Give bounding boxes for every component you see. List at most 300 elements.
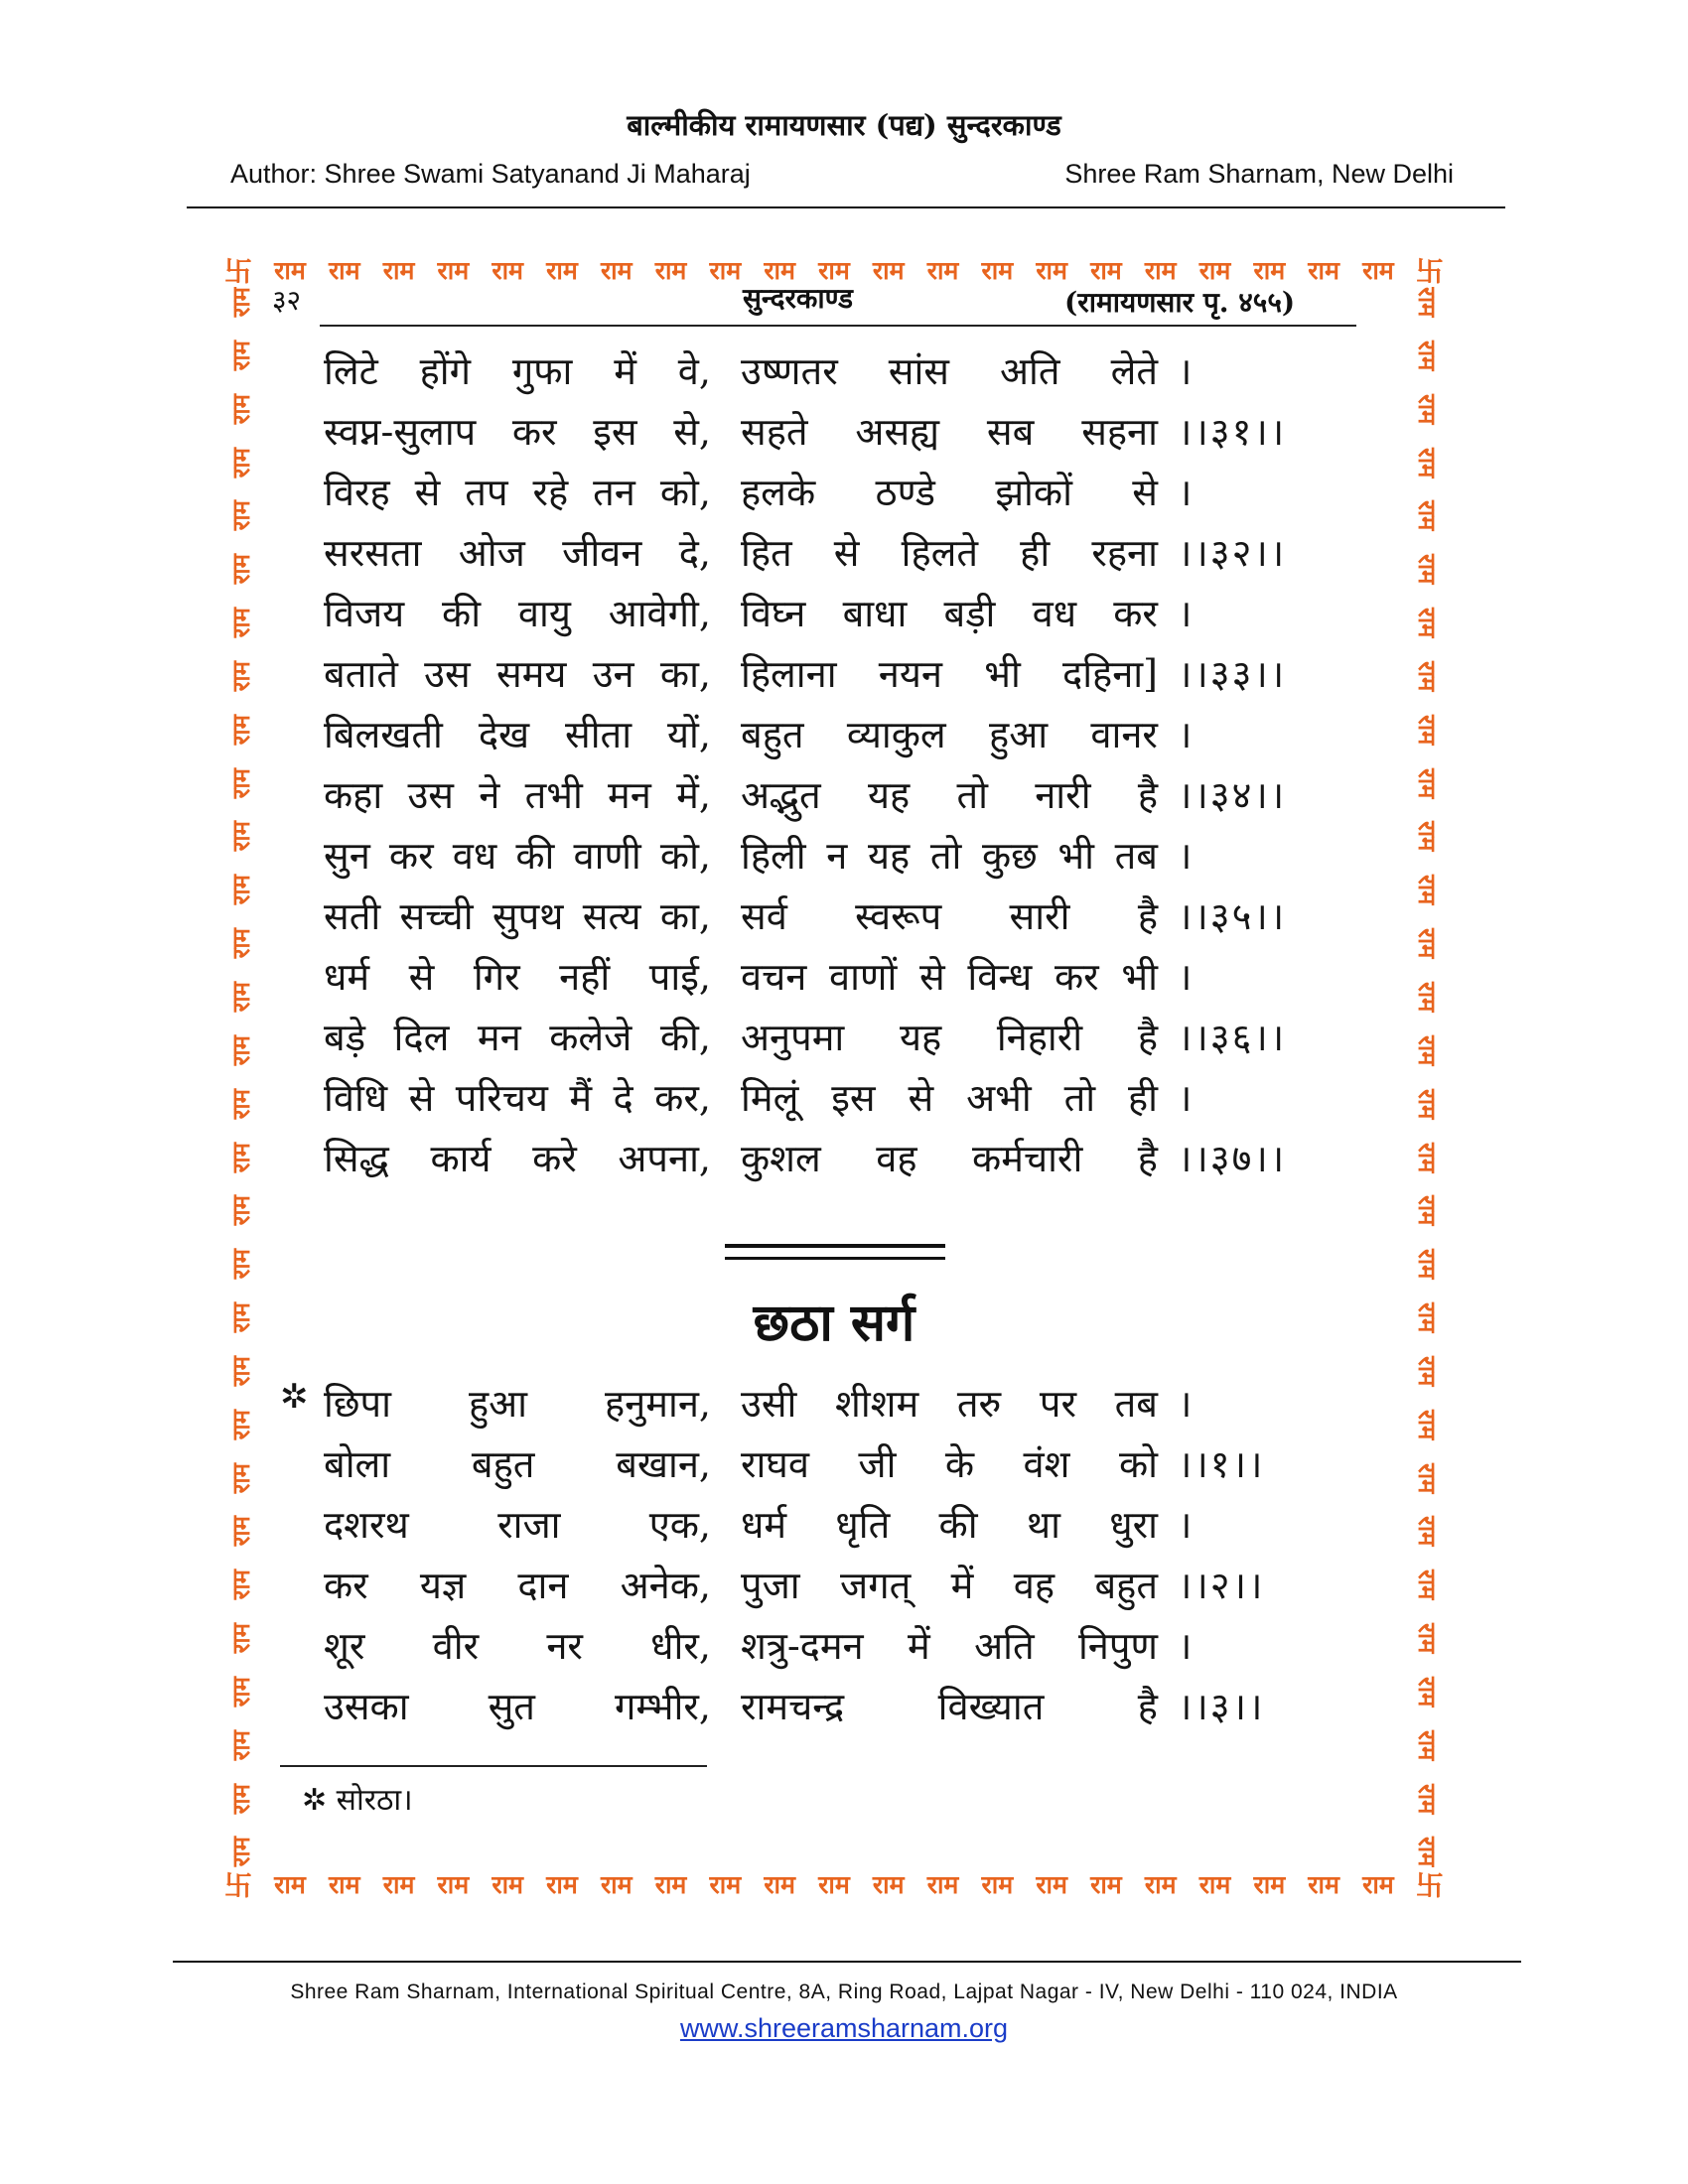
verse-number: ।	[1178, 713, 1195, 756]
verse-word: कुशल	[741, 1137, 821, 1180]
verse-first-half	[324, 708, 711, 759]
frame-word: राम	[1413, 1623, 1442, 1654]
frame-word: राम	[1413, 981, 1442, 1013]
verse-line	[224, 950, 1444, 1006]
verse-word: वानर	[1090, 713, 1158, 756]
verse-number: ।	[1178, 1503, 1195, 1547]
verse-number: ।	[1178, 592, 1195, 635]
verse-line	[224, 1011, 1444, 1066]
verse-word: से	[408, 955, 435, 999]
running-head-rule	[320, 325, 1356, 327]
frame-word: राम	[226, 340, 255, 371]
frame-word: राम	[1090, 256, 1122, 285]
verse-word: में,	[676, 773, 711, 817]
verse-word: कुछ	[981, 834, 1038, 878]
verse-word: ने	[479, 773, 500, 817]
frame-word: राम	[872, 1870, 905, 1899]
verse-word: अति	[974, 1624, 1035, 1668]
verse-second-half	[741, 768, 1158, 820]
verse-word: स्वरूप	[855, 894, 942, 938]
verse-word: देख	[478, 713, 530, 756]
frame-word: राम	[872, 256, 905, 285]
verse-first-half	[324, 1132, 711, 1183]
verse-line	[224, 526, 1444, 585]
verse-word: गिर	[473, 955, 520, 999]
verse-line	[224, 1132, 1444, 1187]
verse-word: बोला	[324, 1442, 391, 1486]
verse-word: भी	[1121, 955, 1158, 999]
frame-word: राम	[492, 256, 523, 285]
frame-word: राम	[546, 256, 578, 285]
verse-word: विख्यात	[937, 1685, 1045, 1728]
verse-word: गुफा	[511, 349, 573, 393]
frame-word: राम	[1090, 1870, 1122, 1899]
verse-word: नहीं	[559, 955, 611, 999]
frame-word: राम	[1413, 554, 1442, 585]
footer-address: Shree Ram Sharnam, International Spiritual Centre, 8A, Ring Road, Lajpat Nagar - IV, New Delhi - 110 024, INDIA	[290, 1980, 1398, 2003]
verse-word: हुआ	[468, 1382, 527, 1426]
verse-word: सर्व	[741, 894, 787, 938]
verse-word: की	[938, 1503, 978, 1547]
verse-word: दिल	[393, 1016, 450, 1059]
frame-word: राम	[1413, 287, 1442, 318]
verse-word: है	[1137, 1685, 1158, 1728]
frame-word: राम	[600, 1870, 633, 1899]
frame-word: राम	[226, 821, 255, 852]
frame-word: राम	[926, 256, 959, 285]
verse-word: राजा	[497, 1503, 561, 1547]
verse-number: ।।३२।।	[1178, 531, 1287, 575]
verse-word: को,	[659, 834, 711, 878]
verse-word: उसका	[324, 1685, 409, 1728]
verse-first-half	[324, 1680, 711, 1731]
frame-word: राम	[1413, 928, 1442, 959]
verse-word: बाधा	[842, 592, 908, 635]
frame-word: राम	[1413, 1729, 1442, 1761]
frame-word: राम	[226, 1676, 255, 1707]
verse-line	[224, 344, 1444, 400]
frame-word: राम	[226, 1088, 255, 1120]
verse-line	[224, 1680, 1444, 1735]
verse-word: नयन	[878, 652, 943, 696]
verse-word: से	[833, 531, 860, 575]
verse-word: विघ्न	[741, 592, 806, 635]
verse-first-half	[324, 950, 711, 1002]
verse-word: यह	[899, 1016, 942, 1059]
verse-second-half	[741, 466, 1158, 517]
verse-first-half	[324, 1377, 711, 1429]
verse-word: अपना,	[618, 1137, 711, 1180]
verse-word: मैं	[569, 1076, 593, 1120]
verse-line	[224, 1437, 1444, 1493]
verse-number: ।	[1178, 1382, 1195, 1426]
verse-word: सांस	[888, 349, 949, 393]
verse-second-half	[741, 708, 1158, 759]
frame-word: राम	[1413, 447, 1442, 478]
footnote: ✲ सोरठा।	[302, 1783, 413, 1818]
frame-word: राम	[654, 256, 687, 285]
verse-number: ।।३६।।	[1178, 1016, 1287, 1059]
verse-word: अद्भुत	[741, 773, 821, 817]
swastika-symbol: 卐	[1415, 255, 1444, 287]
verse-line	[224, 587, 1444, 642]
verse-word: उन	[592, 652, 634, 696]
frame-word: राम	[437, 1870, 470, 1899]
frame-word: राम	[1413, 1088, 1442, 1120]
frame-word: राम	[1413, 1516, 1442, 1547]
frame-word: राम	[226, 767, 255, 798]
verse-word: विधि	[324, 1076, 388, 1120]
frame-word: राम	[226, 1837, 255, 1867]
frame-word: राम	[1198, 256, 1231, 285]
verse-word: करे	[532, 1137, 577, 1180]
frame-word: राम	[1036, 256, 1067, 285]
frame-border-bottom	[224, 1867, 1444, 1901]
footnote-marker: ✲	[280, 1377, 309, 1417]
verse-word: उष्णतर	[741, 349, 838, 393]
verse-line	[224, 647, 1444, 703]
frame-word: राम	[764, 1870, 795, 1899]
verse-number: ।।३४।।	[1178, 773, 1287, 817]
verse-word: भी	[984, 652, 1021, 696]
verse-word: दे	[613, 1076, 633, 1120]
frame-word: राम	[226, 1355, 255, 1387]
page-number: ३२	[272, 284, 302, 317]
frame-word: राम	[226, 1195, 255, 1226]
verse-word: दे,	[678, 531, 711, 575]
verse-word: लिटे	[324, 349, 378, 393]
verse-word: वायु	[517, 592, 571, 635]
section-separator	[725, 1244, 945, 1260]
frame-word: राम	[1413, 767, 1442, 798]
verse-word: उस	[424, 652, 471, 696]
running-head: सुन्दरकाण्ड	[743, 282, 853, 315]
frame-word: राम	[437, 256, 470, 285]
frame-word: राम	[600, 256, 633, 285]
footnote-rule	[280, 1765, 707, 1767]
verse-line	[224, 708, 1444, 763]
verse-second-half	[741, 950, 1158, 1002]
frame-word: राम	[1413, 1570, 1442, 1600]
verse-word: इस	[593, 410, 637, 454]
verse-line	[224, 1559, 1444, 1614]
frame-word: राम	[226, 1783, 255, 1815]
verse-word: से	[1132, 471, 1158, 514]
verse-word: हुआ	[989, 713, 1049, 756]
frame-word: राम	[1413, 1302, 1442, 1333]
frame-word: राम	[1413, 500, 1442, 531]
frame-word: राम	[226, 1570, 255, 1600]
frame-word: राम	[1308, 256, 1339, 285]
frame-word: राम	[1308, 1870, 1339, 1899]
verse-word: निपुण	[1077, 1624, 1158, 1668]
frame-word: राम	[226, 500, 255, 531]
verse-word: लेते	[1110, 349, 1158, 393]
footer-website	[0, 2013, 1688, 2044]
frame-word: राम	[226, 1409, 255, 1440]
verse-word: वध	[1032, 592, 1077, 635]
verse-word: ही	[1127, 1076, 1158, 1120]
verse-word: व्याकुल	[846, 713, 946, 756]
verse-first-half	[324, 526, 711, 578]
frame-word: राम	[1413, 714, 1442, 746]
verse-word: कर्मचारी	[972, 1137, 1083, 1180]
verse-word: न	[826, 834, 848, 878]
verse-word: मन	[477, 1016, 521, 1059]
frame-word: राम	[226, 608, 255, 638]
verse-word: का,	[659, 894, 711, 938]
verse-word: तो	[956, 773, 988, 817]
frame-word: राम	[818, 256, 850, 285]
verse-number: ।।३१।।	[1178, 410, 1287, 454]
verse-second-half	[741, 1132, 1158, 1183]
verse-word: सहना	[1081, 410, 1158, 454]
verse-word: से,	[673, 410, 711, 454]
frame-word: राम	[1253, 1870, 1286, 1899]
verse-word: विजय	[324, 592, 405, 635]
frame-word: राम	[1413, 660, 1442, 692]
verse-second-half	[741, 1071, 1158, 1123]
verse-first-half	[324, 768, 711, 820]
verse-word: सरसता	[324, 531, 422, 575]
frame-word: राम	[328, 1870, 360, 1899]
verse-number: ।।२।।	[1178, 1564, 1265, 1607]
verse-word: तब	[1114, 834, 1158, 878]
verse-word: से	[919, 955, 945, 999]
verse-word: जीवन	[562, 531, 642, 575]
frame-word: राम	[226, 554, 255, 585]
verse-word: से	[414, 471, 441, 514]
frame-word: राम	[654, 1870, 687, 1899]
frame-word: राम	[226, 928, 255, 959]
verse-number: ।	[1178, 955, 1195, 999]
verse-word: अति	[1000, 349, 1060, 393]
verse-word: कर	[324, 1564, 368, 1607]
verse-first-half	[324, 405, 711, 457]
verse-word: होंगे	[419, 349, 472, 393]
verse-word: कर	[511, 410, 557, 454]
header-rule	[187, 206, 1505, 208]
verse-first-half	[324, 1619, 711, 1671]
verse-word: स्वप्न-सुलाप	[324, 410, 477, 454]
verse-word: भी	[1057, 834, 1094, 878]
verse-word: बहुत	[741, 713, 804, 756]
verse-line	[224, 1498, 1444, 1554]
swastika-symbol: 卐	[1415, 1869, 1444, 1901]
verse-number: ।	[1178, 349, 1195, 393]
verse-word: की	[442, 592, 482, 635]
verse-second-half	[741, 889, 1158, 941]
frame-word: राम	[709, 1870, 742, 1899]
frame-word: राम	[1413, 1837, 1442, 1867]
verse-word: पर	[1039, 1382, 1077, 1426]
verse-number: ।	[1178, 834, 1195, 878]
verse-word: कहा	[324, 773, 383, 817]
verse-word: एक,	[648, 1503, 711, 1547]
frame-word: राम	[1413, 608, 1442, 638]
verse-word: यह	[867, 773, 911, 817]
verse-word: रहना	[1091, 531, 1158, 575]
verse-word: हनुमान,	[604, 1382, 711, 1426]
verse-line	[224, 829, 1444, 885]
verse-word: सहते	[741, 410, 808, 454]
verse-line	[224, 889, 1444, 945]
frame-word: राम	[1413, 1409, 1442, 1440]
frame-word: राम	[926, 1870, 959, 1899]
verse-number: ।।१।।	[1178, 1442, 1265, 1486]
verse-word: ओज	[458, 531, 525, 575]
verse-first-half	[324, 587, 711, 638]
verse-word: मन	[608, 773, 651, 817]
verse-word: तो	[929, 834, 962, 878]
frame-word: राम	[226, 1302, 255, 1333]
verse-word: दहिना]	[1062, 652, 1158, 696]
verse-second-half	[741, 344, 1158, 396]
verse-first-half	[324, 647, 711, 699]
verse-second-half	[741, 1559, 1158, 1610]
verse-second-half	[741, 1498, 1158, 1550]
verse-word: सीता	[565, 713, 633, 756]
frame-word: राम	[1413, 393, 1442, 425]
verse-word: जगत्	[840, 1564, 912, 1607]
verse-word: आवेगी,	[608, 592, 711, 635]
verse-word: तब	[1114, 1382, 1158, 1426]
frame-word: राम	[492, 1870, 523, 1899]
frame-word: राम	[1413, 1676, 1442, 1707]
verse-word: सुन	[324, 834, 370, 878]
frame-word: राम	[226, 714, 255, 746]
verse-word: सच्ची	[399, 894, 474, 938]
frame-word: राम	[546, 1870, 578, 1899]
verse-word: शत्रु-दमन	[741, 1624, 864, 1668]
verse-second-half	[741, 1011, 1158, 1062]
verse-word: से	[908, 1076, 934, 1120]
verse-word: में	[950, 1564, 974, 1607]
verse-word: था	[1026, 1503, 1060, 1547]
frame-word: राम	[1413, 821, 1442, 852]
frame-word: राम	[981, 1870, 1014, 1899]
publisher-line: Shree Ram Sharnam, New Delhi	[1064, 159, 1454, 189]
verse-word: इस	[831, 1076, 876, 1120]
verse-word: को	[1118, 1442, 1158, 1486]
verse-word: वाणों	[829, 955, 898, 999]
frame-word: राम	[226, 1142, 255, 1172]
verse-word: हिलते	[901, 531, 979, 575]
verse-word: हिली	[741, 834, 806, 878]
verse-word: को,	[659, 471, 711, 514]
verse-word: है	[1137, 894, 1158, 938]
verse-number: ।।३।।	[1178, 1685, 1265, 1728]
frame-word: राम	[1144, 256, 1177, 285]
verse-word: यों,	[667, 713, 711, 756]
verse-word: अनुपमा	[741, 1016, 845, 1059]
verse-word: उसी	[741, 1382, 797, 1426]
frame-word: राम	[226, 660, 255, 692]
verse-word: सुत	[488, 1685, 535, 1728]
verse-word: हिलाना	[741, 652, 837, 696]
verse-number: ।।३७।।	[1178, 1137, 1287, 1180]
verse-word: बताते	[324, 652, 398, 696]
verse-word: बहुत	[471, 1442, 535, 1486]
frame-word: राम	[1198, 1870, 1231, 1899]
verse-word: यह	[867, 834, 911, 878]
frame-word: राम	[709, 256, 742, 285]
author-line: Author: Shree Swami Satyanand Ji Maharaj	[230, 159, 751, 189]
verse-word: उस	[407, 773, 454, 817]
frame-word: राम	[1036, 1870, 1067, 1899]
verse-word: है	[1137, 773, 1158, 817]
verse-first-half	[324, 344, 711, 396]
verse-word: बड़ी	[943, 592, 996, 635]
verse-word: असह्य	[855, 410, 940, 454]
verse-word: कर,	[654, 1076, 711, 1120]
website-link[interactable]: www.shreeramsharnam.org	[679, 2013, 1009, 2043]
verse-word: ही	[1020, 531, 1051, 575]
verse-word: नर	[546, 1624, 583, 1668]
verse-word: तन	[593, 471, 635, 514]
swastika-symbol: 卐	[224, 1869, 253, 1901]
verse-word: परिचय	[455, 1076, 548, 1120]
verse-word: धर्म	[741, 1503, 787, 1547]
page-reference: (रामायणसार पृ. ४५५)	[1064, 286, 1296, 319]
verse-word: धर्म	[324, 955, 370, 999]
frame-word: राम	[226, 1729, 255, 1761]
scanned-page-frame	[224, 253, 1444, 1901]
verse-word: की,	[659, 1016, 711, 1059]
verse-word: हित	[741, 531, 792, 575]
frame-word: राम	[274, 1870, 306, 1899]
verse-word: वचन	[741, 955, 807, 999]
verse-word: सिद्ध	[324, 1137, 389, 1180]
verse-word: सब	[986, 410, 1035, 454]
verse-word: राघव	[741, 1442, 809, 1486]
verse-word: है	[1137, 1137, 1158, 1180]
verse-number: ।	[1178, 471, 1195, 514]
verse-second-half	[741, 1437, 1158, 1489]
frame-word: राम	[226, 1623, 255, 1654]
document-title: बाल्मीकीय रामायणसार (पद्य) सुन्दरकाण्ड	[627, 108, 1061, 142]
verse-number: ।।३५।।	[1178, 894, 1287, 938]
verse-word: निहारी	[996, 1016, 1083, 1059]
frame-word: राम	[818, 1870, 850, 1899]
verse-word: जी	[858, 1442, 897, 1486]
verse-word: सुपथ	[492, 894, 564, 938]
verse-first-half	[324, 889, 711, 941]
verse-first-half	[324, 1498, 711, 1550]
verse-word: पुजा	[741, 1564, 800, 1607]
verse-word: तरु	[956, 1382, 1002, 1426]
verse-first-half	[324, 1559, 711, 1610]
verse-word: से	[408, 1076, 435, 1120]
frame-word: राम	[382, 1870, 415, 1899]
frame-word: राम	[226, 1516, 255, 1547]
verse-first-half	[324, 1011, 711, 1062]
verse-word: बिलखती	[324, 713, 443, 756]
verse-word: तभी	[524, 773, 583, 817]
sarga-title: छठा सर्ग	[753, 1293, 915, 1353]
verse-first-half	[324, 1437, 711, 1489]
verse-word: के	[944, 1442, 975, 1486]
verse-word: शीशम	[834, 1382, 919, 1426]
swastika-symbol: 卐	[224, 255, 253, 287]
verse-word: कलेजे	[549, 1016, 633, 1059]
frame-word: राम	[226, 875, 255, 905]
verse-number: ।	[1178, 1076, 1195, 1120]
verse-word: में	[614, 349, 636, 393]
verse-word: बड़े	[324, 1016, 366, 1059]
verse-word: वीर	[432, 1624, 480, 1668]
verse-word: नारी	[1035, 773, 1091, 817]
